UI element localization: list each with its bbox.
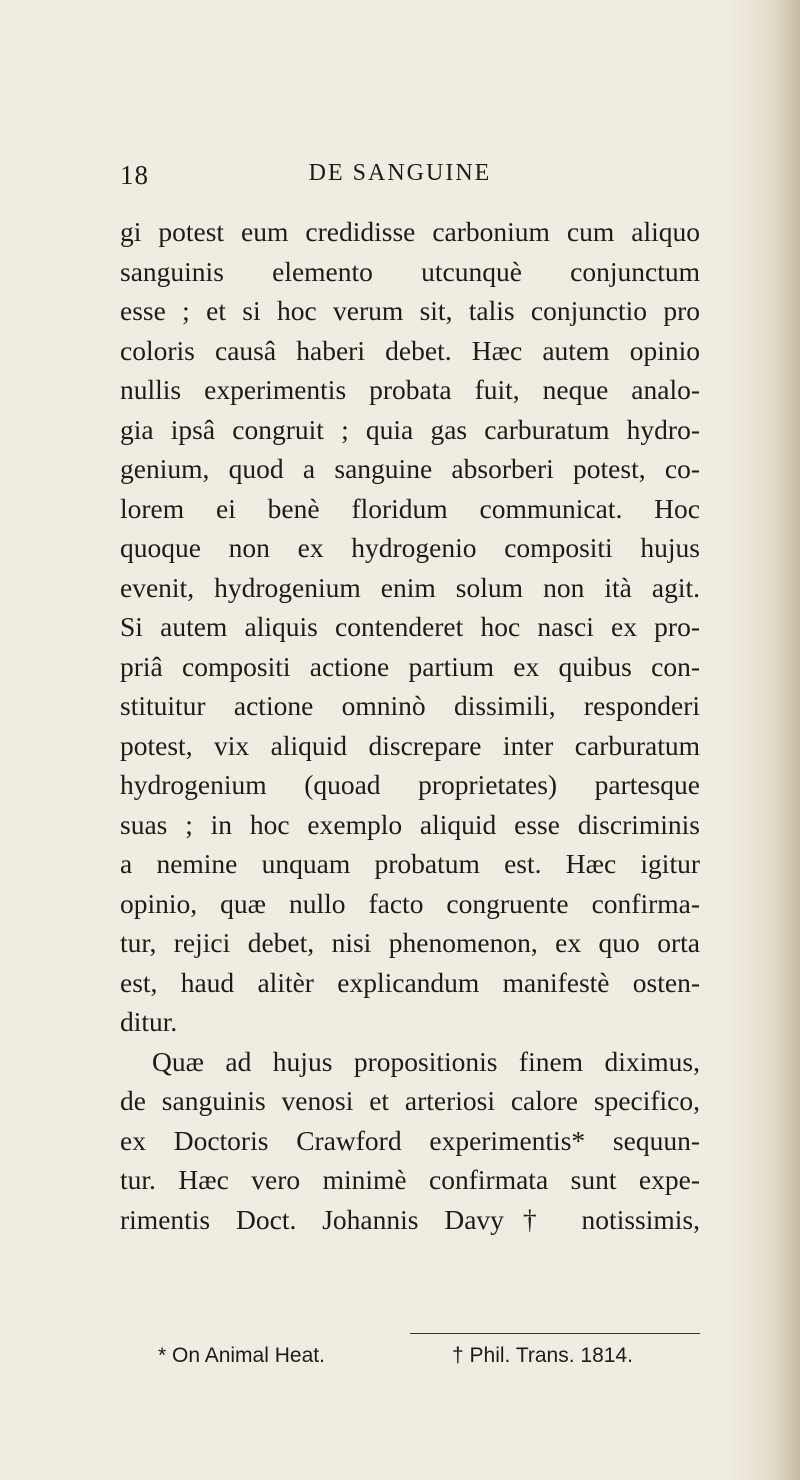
page-number: 18 (120, 160, 149, 190)
footnote-rule (410, 1333, 700, 1334)
text-line: stituitur actione omninò dissimili, responderi (120, 690, 700, 721)
text-line: gia ipsâ congruit ; quia gas carburatum hydro- (120, 413, 700, 445)
text-line: suas ; in hoc exemplo aliquid esse discriminis (120, 808, 700, 840)
text-line: est, haud alitèr explicandum manifestè osten- (120, 966, 700, 998)
footnotes (120, 1344, 700, 1376)
text-line: ex Doctoris Crawford experimentis* sequun- (120, 1124, 700, 1156)
text-line: rimentis Doct. Johannis Davy† notissimis, (120, 1203, 700, 1235)
text-line: Si autem aliquis contenderet hoc nasci ex pro- (120, 611, 700, 642)
text-line: lorem ei benè floridum communicat. Hoc (120, 492, 700, 524)
footnote-animal-heat: * On Animal Heat. (158, 1344, 325, 1367)
text-line: de sanguinis venosi et arteriosi calore specifico, (120, 1085, 700, 1116)
text-line: coloris causâ haberi debet. Hæc autem opinio (120, 334, 700, 366)
text-line: evenit, hydrogenium enim solum non ità agit. (120, 571, 700, 603)
text-line: hydrogenium (quoad proprietates) partesque (120, 769, 700, 800)
body-text (120, 212, 700, 1239)
text-line: tur. Hæc vero minimè confirmata sunt expe- (120, 1164, 700, 1195)
text-line: potest, vix aliquid discrepare inter carburatum (120, 729, 700, 761)
text-line: quoque non ex hydrogenio compositi hujus (120, 532, 700, 563)
text-line: ditur. (120, 1006, 178, 1037)
text-line: a nemine unquam probatum est. Hæc igitur (120, 848, 700, 879)
text-line: Quæ ad hujus propositionis finem diximus, (152, 1045, 700, 1077)
page-edge-shadow (730, 0, 800, 1480)
text-line: tur, rejici debet, nisi phenomenon, ex quo orta (120, 927, 700, 958)
text-line: priâ compositi actione partium ex quibus con- (120, 650, 700, 682)
running-head: DE SANGUINE (308, 160, 492, 186)
text-line: nullis experimentis probata fuit, neque analo- (120, 374, 700, 405)
text-line: sanguinis elemento utcunquè conjunctum (120, 255, 700, 287)
text-line: opinio, quæ nullo facto congruente confirma- (120, 887, 700, 919)
text-line: gi potest eum credidisse carbonium cum aliquo (120, 216, 700, 247)
footnote-phil-trans: † Phil. Trans. 1814. (452, 1344, 633, 1367)
text-line: genium, quod a sanguine absorberi potest, co- (120, 453, 700, 484)
text-line: esse ; et si hoc verum sit, talis conjunctio pro (120, 295, 700, 326)
page-header (120, 160, 680, 200)
